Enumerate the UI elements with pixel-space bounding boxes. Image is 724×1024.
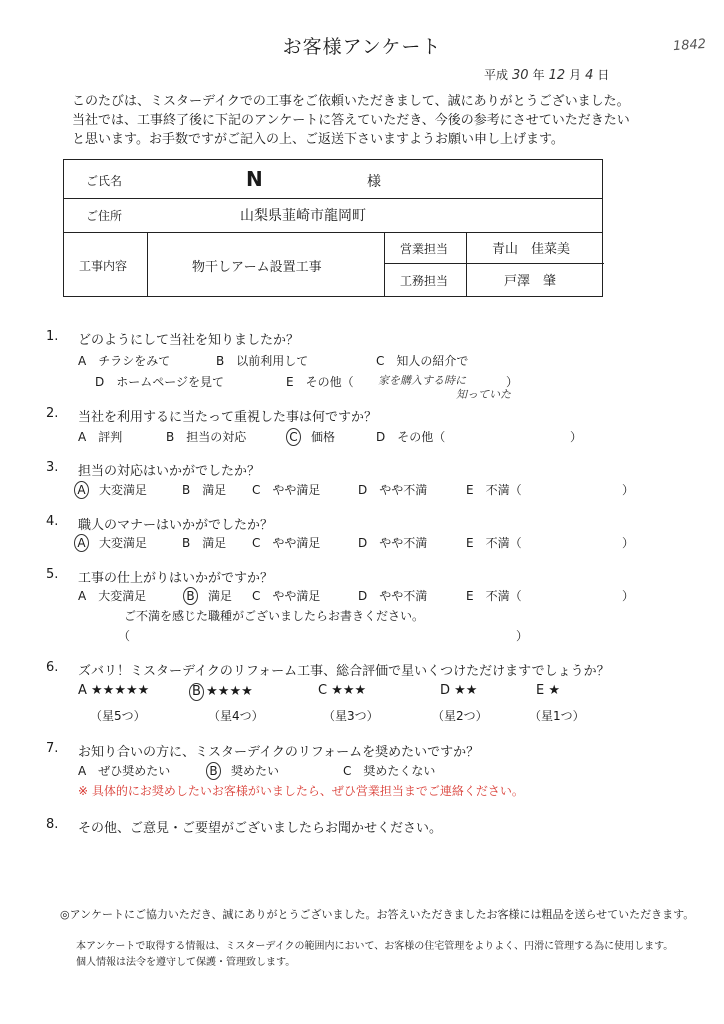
q1-handwritten-note-2: 知っていた	[456, 388, 511, 401]
document-number: 1842	[672, 36, 707, 55]
q6-option-e: E ★	[536, 683, 561, 698]
q3-option-a-label: 大変満足	[87, 483, 148, 497]
q1-text: どのようにして当社を知りましたか？	[78, 333, 300, 348]
q1-option-d: D ホームページを見て	[95, 375, 225, 389]
q2-option-c	[290, 428, 335, 446]
q1-close: ）	[506, 375, 519, 389]
q2-option-c-label: 価格	[299, 430, 336, 444]
q6-option-d: D ★★	[440, 683, 478, 698]
q6-option-c: C ★★★	[318, 683, 367, 698]
q5-close: ）	[622, 589, 635, 603]
q2-text: 当社を利用するに当たって重視した事は何ですか？	[78, 410, 378, 425]
q5-option-b-label: 満足	[196, 589, 233, 603]
q5-number: 5.	[46, 567, 59, 582]
q1-number: 1.	[46, 329, 59, 344]
q8-number: 8.	[46, 817, 59, 832]
q7-number: 7.	[46, 741, 59, 756]
q5-sub-text: ご不満を感じた職種がございましたらお書きください。	[124, 609, 425, 623]
q3-option-b: B 満足	[182, 483, 227, 497]
q6-number: 6.	[46, 660, 59, 675]
q6-text: ズバリ！ミスターデイクのリフォーム工事、総合評価で星いくつけただけますでしょうか？	[78, 664, 610, 679]
q3-option-c: C やや満足	[252, 483, 321, 497]
intro-line: このたびは、ミスターデイクでの工事をご依頼いただきまして、誠にありがとうございました。	[72, 94, 630, 109]
footer-privacy: 本アンケートで取得する情報は、ミスターデイクの範囲内において、お客様の住宅管理をよりよく、円滑に管理する為に使用します。	[76, 941, 674, 952]
q6-option-b-sub: （星4つ）	[208, 709, 264, 723]
q1-option-c: C 知人の紹介で	[376, 354, 469, 368]
q5-text: 工事の仕上がりはいかがですか？	[78, 571, 274, 586]
q3-close: ）	[622, 483, 635, 497]
q5-sub-open: （	[118, 629, 131, 643]
address-value: 山梨県韮崎市龍岡町	[240, 208, 366, 224]
footer-privacy-2: 個人情報は法令を遵守して保護・管理致します。	[76, 957, 296, 968]
engineer-value: 戸澤 肇	[504, 274, 557, 289]
q2-selected-circle: C	[286, 428, 301, 446]
name-suffix: 様	[367, 174, 381, 190]
q3-text: 担当の対応はいかがでしたか？	[78, 464, 261, 479]
q5-option-e: E 不満（	[466, 589, 522, 603]
intro-line: と思います。お手数ですがご記入の上、ご返送下さいますようお願い申し上げます。	[72, 132, 564, 147]
name-value: N	[246, 167, 263, 191]
q6-option-b-label: ★★★★	[202, 684, 253, 699]
q5-option-d: D やや不満	[358, 589, 428, 603]
q5-option-c: C やや満足	[252, 589, 321, 603]
footer-thanks: ◎アンケートにご協力いただき、誠にありがとうございました。お答えいただきましたお客様には粗品を送らせていただきます。	[60, 908, 695, 921]
q4-close: ）	[622, 536, 635, 550]
q5-selected-circle: B	[183, 587, 198, 605]
sales-label: 営業担当	[400, 242, 449, 256]
intro-line: 当社では、工事終了後に下記のアンケートに答えていただき、今後の参考にさせていただきたい	[72, 113, 630, 128]
q4-option-a	[78, 534, 147, 552]
q2-option-d: D その他（	[376, 430, 446, 444]
q7-note: ※ 具体的にお奨めしたいお客様がいましたら、ぜひ営業担当までご連絡ください。	[78, 784, 524, 798]
q7-option-b	[210, 762, 279, 780]
q6-option-a: A ★★★★★	[78, 683, 150, 698]
q4-option-c: C やや満足	[252, 536, 321, 550]
date-era: 平成	[484, 68, 509, 82]
q6-selected-circle: B	[189, 683, 204, 701]
q7-option-a: A ぜひ奨めたい	[78, 764, 171, 778]
q3-option-a	[78, 481, 147, 499]
page-title: お客様アンケート	[282, 36, 442, 58]
q5-option-a: A 大変満足	[78, 589, 147, 603]
work-value: 物干しアーム設置工事	[192, 260, 322, 275]
q6-option-a-sub: （星5つ）	[90, 709, 146, 723]
q6-option-e-sub: （星1つ）	[529, 709, 585, 723]
q7-option-c: C 奨めたくない	[343, 764, 436, 778]
q5-option-b	[187, 587, 232, 605]
q1-option-b: B 以前利用して	[216, 354, 309, 368]
q6-option-c-sub: （星3つ）	[323, 709, 379, 723]
date-day-unit: 日	[597, 68, 610, 82]
q1-option-a: A チラシをみて	[78, 354, 171, 368]
date-day: 4	[585, 68, 594, 83]
q8-text: その他、ご意見・ご要望がございましたらお聞かせください。	[78, 821, 443, 836]
sales-value: 青山 佳菜美	[492, 242, 571, 257]
intro-text	[72, 92, 672, 149]
q1-option-e: E その他（	[286, 375, 354, 389]
engineer-label: 工務担当	[400, 274, 449, 288]
customer-info-table	[63, 159, 603, 297]
q4-option-d: D やや不満	[358, 536, 428, 550]
q4-selected-circle: A	[74, 534, 89, 552]
q4-text: 職人のマナーはいかがでしたか？	[78, 518, 274, 533]
q4-number: 4.	[46, 514, 59, 529]
q3-option-e: E 不満（	[466, 483, 522, 497]
q2-option-a: A 評判	[78, 430, 123, 444]
q7-selected-circle: B	[206, 762, 221, 780]
q3-number: 3.	[46, 460, 59, 475]
q6-option-d-sub: （星2つ）	[432, 709, 488, 723]
q1-handwritten-note: 家を購入する時に	[378, 374, 466, 387]
q4-option-b: B 満足	[182, 536, 227, 550]
q2-number: 2.	[46, 406, 59, 421]
q7-option-b-label: 奨めたい	[219, 764, 280, 778]
q2-option-b: B 担当の対応	[166, 430, 247, 444]
q7-text: お知り合いの方に、ミスターデイクのリフォームを奨めたいですか？	[78, 745, 480, 760]
date-month: 12	[548, 68, 566, 83]
q4-option-a-label: 大変満足	[87, 536, 148, 550]
q6-option-b	[193, 683, 253, 701]
date	[484, 66, 609, 83]
q3-selected-circle: A	[74, 481, 89, 499]
q3-option-d: D やや不満	[358, 483, 428, 497]
date-year: 30	[512, 68, 529, 83]
date-year-unit: 年	[532, 68, 545, 82]
q2-close: ）	[570, 430, 583, 444]
q4-option-e: E 不満（	[466, 536, 522, 550]
address-label: ご住所	[86, 209, 123, 223]
name-label: ご氏名	[86, 174, 123, 188]
q5-sub-close: ）	[516, 629, 529, 643]
date-month-unit: 月	[569, 68, 582, 82]
work-label: 工事内容	[79, 259, 128, 273]
